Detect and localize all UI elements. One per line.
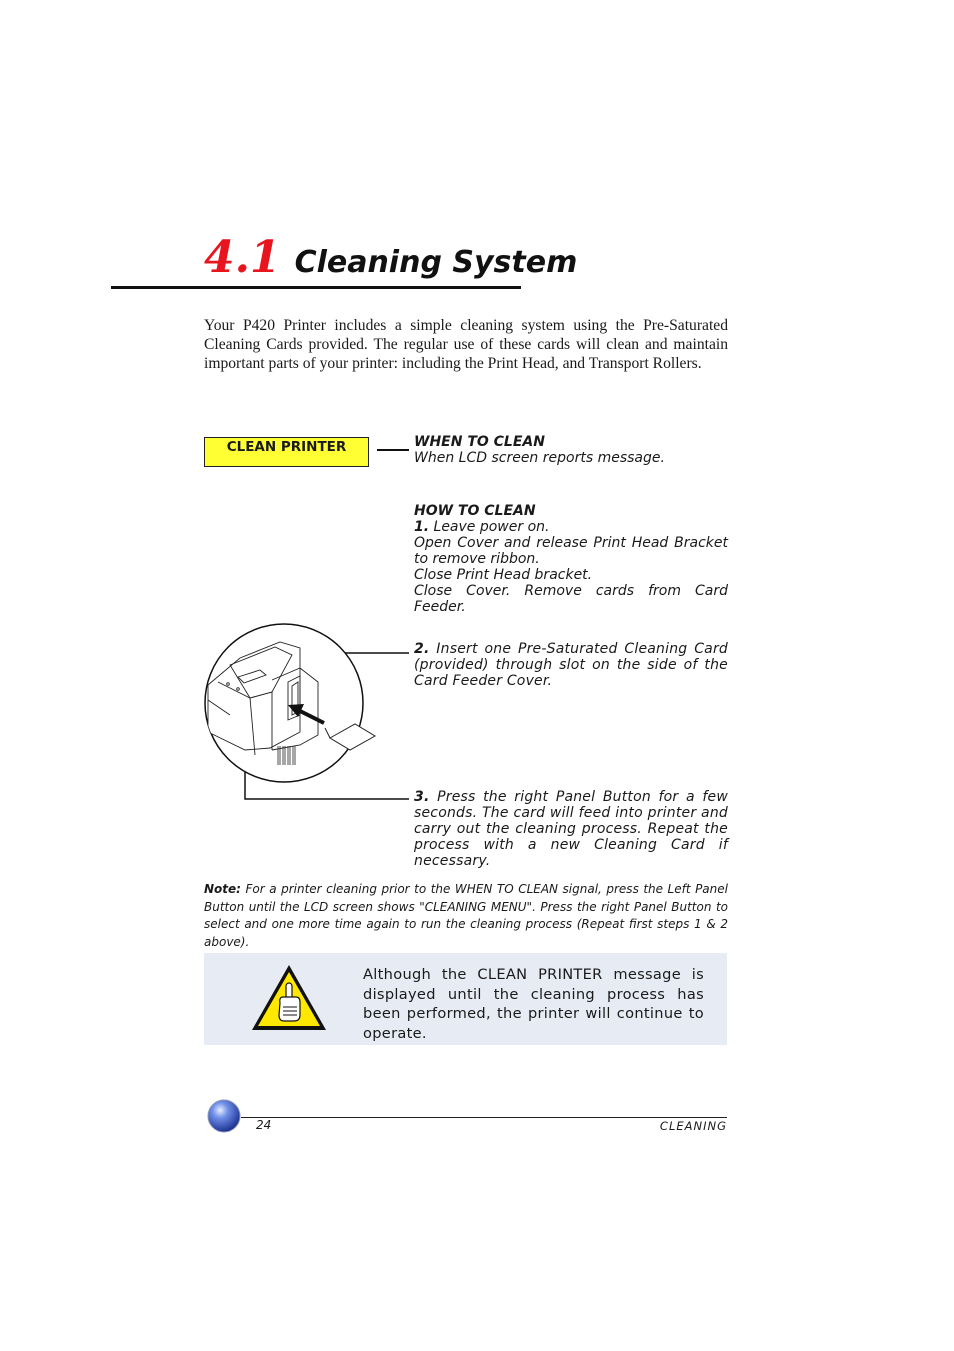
section-heading: [204, 232, 577, 283]
note-paragraph: [204, 881, 728, 951]
lcd-message-box: [204, 437, 369, 467]
how-to-clean-block: [414, 503, 728, 615]
caution-panel: [204, 953, 727, 1045]
step2-text: Insert one Pre-Saturated Cleaning Card (provided) through slot on the side of the Card Feeder Cover.: [414, 641, 728, 689]
caution-hand-icon: [250, 963, 328, 1033]
step3-number: 3.: [414, 789, 430, 805]
caution-text-start: Although the: [363, 966, 478, 983]
intro-paragraph: Your P420 Printer includes a simple cleaning system using the Pre-Saturated Cleaning Cards provided. The regular use of these cards will clean and maintain important parts of your printer: including the Print Head, and Transport Rollers.: [204, 317, 728, 372]
lcd-message-text: CLEAN PRINTER: [226, 439, 347, 455]
when-to-clean-block: [414, 434, 728, 466]
caution-text-end: message is displayed until the cleaning process has been performed, the printer will continue to operate.: [363, 966, 705, 1042]
step3-block: [414, 789, 728, 869]
step1-text: Leave power on.: [433, 519, 550, 535]
section-title: Cleaning System: [294, 245, 578, 280]
lcd-leader-line: [377, 449, 409, 451]
when-to-clean-text: When LCD screen reports message.: [414, 450, 665, 466]
footer-rule: [241, 1117, 727, 1118]
printer-illustration: [200, 620, 415, 805]
note-label: Note:: [204, 882, 241, 896]
section-number: 4.1: [204, 232, 281, 283]
caution-text: [363, 965, 704, 1043]
step3-text: Press the right Panel Button for a few seconds. The card will feed into printer and carry out the cleaning process. Repeat the process with a new Cleaning Card if necessary.: [414, 789, 728, 869]
how-to-clean-heading: HOW TO CLEAN: [414, 503, 536, 519]
step1-detail: Open Cover and release Print Head Bracket to remove ribbon.: [414, 535, 728, 567]
step1-line: [414, 519, 728, 535]
step2-block: [414, 641, 728, 689]
step1-detail: Close Cover. Remove cards from Card Feeder.: [414, 583, 728, 615]
step1-detail: Close Print Head bracket.: [414, 567, 593, 583]
page-number: 24: [256, 1118, 272, 1132]
heading-rule: [111, 286, 521, 289]
step2-number: 2.: [414, 641, 430, 657]
globe-icon: [207, 1099, 241, 1133]
footer-section-title: CLEANING: [659, 1119, 727, 1133]
step1-number: 1.: [414, 519, 430, 535]
when-to-clean-heading: WHEN TO CLEAN: [414, 434, 545, 450]
note-text: For a printer cleaning prior to the WHEN TO CLEAN signal, press the Left Panel Button until the LCD screen shows "CLEANING MENU". Press the right Panel Button to select and one more time again to run the cleaning process (Repeat first steps 1 & 2 above).: [204, 882, 728, 949]
caution-lcd-message: CLEAN PRINTER: [477, 966, 603, 983]
